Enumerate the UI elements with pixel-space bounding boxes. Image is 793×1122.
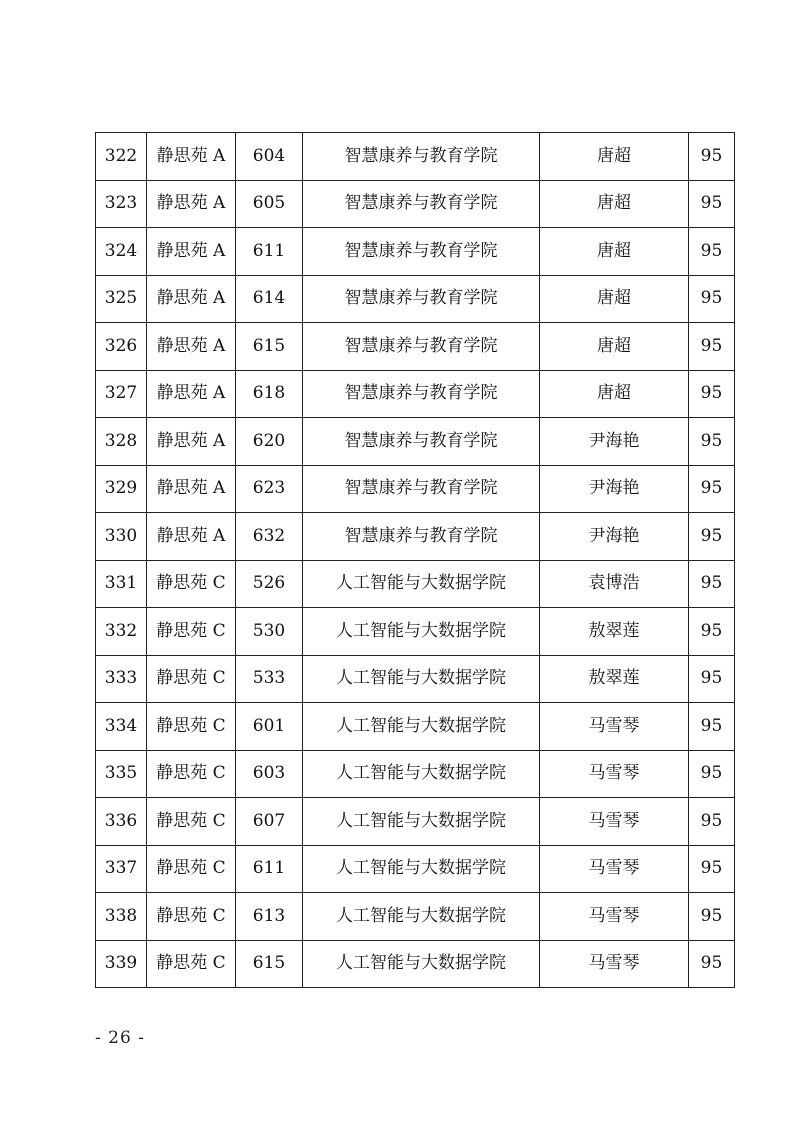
college-cell: 智慧康养与教育学院 (303, 180, 540, 228)
score-cell: 95 (689, 940, 735, 988)
counselor-cell: 马雪琴 (540, 703, 689, 751)
room-number-cell: 623 (236, 465, 303, 513)
room-number-cell: 615 (236, 323, 303, 371)
room-number-cell: 620 (236, 418, 303, 466)
table-row (96, 228, 735, 276)
counselor-cell: 唐超 (540, 323, 689, 371)
counselor-cell: 唐超 (540, 228, 689, 276)
building-cell: 静思苑 A (147, 180, 236, 228)
table-row (96, 465, 735, 513)
college-cell: 人工智能与大数据学院 (303, 655, 540, 703)
building-cell: 静思苑 A (147, 513, 236, 561)
counselor-cell: 敖翠莲 (540, 608, 689, 656)
room-number-cell: 611 (236, 228, 303, 276)
counselor-cell: 敖翠莲 (540, 655, 689, 703)
college-cell: 人工智能与大数据学院 (303, 845, 540, 893)
row-index-cell: 325 (96, 275, 147, 323)
score-cell: 95 (689, 133, 735, 181)
score-cell: 95 (689, 465, 735, 513)
page-number: - 26 - (95, 1028, 145, 1048)
room-number-cell: 530 (236, 608, 303, 656)
building-cell: 静思苑 C (147, 893, 236, 941)
table-row (96, 798, 735, 846)
row-index-cell: 326 (96, 323, 147, 371)
building-cell: 静思苑 A (147, 133, 236, 181)
score-cell: 95 (689, 560, 735, 608)
score-cell: 95 (689, 655, 735, 703)
dormitory-score-table (95, 132, 735, 988)
row-index-cell: 338 (96, 893, 147, 941)
room-number-cell: 611 (236, 845, 303, 893)
college-cell: 智慧康养与教育学院 (303, 275, 540, 323)
table-row (96, 940, 735, 988)
counselor-cell: 尹海艳 (540, 465, 689, 513)
counselor-cell: 唐超 (540, 133, 689, 181)
room-number-cell: 604 (236, 133, 303, 181)
room-number-cell: 614 (236, 275, 303, 323)
score-cell: 95 (689, 893, 735, 941)
building-cell: 静思苑 A (147, 418, 236, 466)
college-cell: 人工智能与大数据学院 (303, 703, 540, 751)
table-row (96, 845, 735, 893)
counselor-cell: 马雪琴 (540, 750, 689, 798)
room-number-cell: 533 (236, 655, 303, 703)
college-cell: 人工智能与大数据学院 (303, 940, 540, 988)
table-body (96, 133, 735, 988)
score-cell: 95 (689, 703, 735, 751)
building-cell: 静思苑 A (147, 275, 236, 323)
row-index-cell: 335 (96, 750, 147, 798)
row-index-cell: 330 (96, 513, 147, 561)
counselor-cell: 马雪琴 (540, 798, 689, 846)
building-cell: 静思苑 C (147, 940, 236, 988)
counselor-cell: 唐超 (540, 370, 689, 418)
row-index-cell: 331 (96, 560, 147, 608)
table-row (96, 750, 735, 798)
college-cell: 智慧康养与教育学院 (303, 323, 540, 371)
row-index-cell: 323 (96, 180, 147, 228)
table-row (96, 418, 735, 466)
table-row (96, 560, 735, 608)
college-cell: 人工智能与大数据学院 (303, 798, 540, 846)
college-cell: 智慧康养与教育学院 (303, 133, 540, 181)
row-index-cell: 329 (96, 465, 147, 513)
score-cell: 95 (689, 228, 735, 276)
building-cell: 静思苑 C (147, 798, 236, 846)
college-cell: 智慧康养与教育学院 (303, 513, 540, 561)
score-cell: 95 (689, 370, 735, 418)
score-cell: 95 (689, 275, 735, 323)
score-cell: 95 (689, 323, 735, 371)
score-cell: 95 (689, 513, 735, 561)
room-number-cell: 526 (236, 560, 303, 608)
college-cell: 人工智能与大数据学院 (303, 893, 540, 941)
counselor-cell: 唐超 (540, 275, 689, 323)
building-cell: 静思苑 A (147, 323, 236, 371)
room-number-cell: 607 (236, 798, 303, 846)
counselor-cell: 尹海艳 (540, 513, 689, 561)
score-cell: 95 (689, 798, 735, 846)
score-cell: 95 (689, 750, 735, 798)
row-index-cell: 324 (96, 228, 147, 276)
room-number-cell: 618 (236, 370, 303, 418)
row-index-cell: 332 (96, 608, 147, 656)
room-number-cell: 632 (236, 513, 303, 561)
room-number-cell: 605 (236, 180, 303, 228)
row-index-cell: 337 (96, 845, 147, 893)
building-cell: 静思苑 C (147, 750, 236, 798)
row-index-cell: 339 (96, 940, 147, 988)
college-cell: 人工智能与大数据学院 (303, 750, 540, 798)
score-cell: 95 (689, 608, 735, 656)
building-cell: 静思苑 C (147, 655, 236, 703)
row-index-cell: 333 (96, 655, 147, 703)
building-cell: 静思苑 C (147, 608, 236, 656)
room-number-cell: 615 (236, 940, 303, 988)
room-number-cell: 601 (236, 703, 303, 751)
row-index-cell: 334 (96, 703, 147, 751)
score-cell: 95 (689, 845, 735, 893)
college-cell: 智慧康养与教育学院 (303, 228, 540, 276)
score-cell: 95 (689, 418, 735, 466)
row-index-cell: 327 (96, 370, 147, 418)
room-number-cell: 603 (236, 750, 303, 798)
table-row (96, 323, 735, 371)
counselor-cell: 尹海艳 (540, 418, 689, 466)
table-row (96, 893, 735, 941)
college-cell: 智慧康养与教育学院 (303, 418, 540, 466)
college-cell: 智慧康养与教育学院 (303, 370, 540, 418)
table-row (96, 133, 735, 181)
row-index-cell: 336 (96, 798, 147, 846)
row-index-cell: 322 (96, 133, 147, 181)
counselor-cell: 马雪琴 (540, 940, 689, 988)
building-cell: 静思苑 A (147, 465, 236, 513)
table-row (96, 370, 735, 418)
college-cell: 人工智能与大数据学院 (303, 560, 540, 608)
table-row (96, 275, 735, 323)
building-cell: 静思苑 C (147, 560, 236, 608)
building-cell: 静思苑 C (147, 703, 236, 751)
building-cell: 静思苑 C (147, 845, 236, 893)
college-cell: 智慧康养与教育学院 (303, 465, 540, 513)
table-row (96, 703, 735, 751)
row-index-cell: 328 (96, 418, 147, 466)
table-row (96, 608, 735, 656)
counselor-cell: 唐超 (540, 180, 689, 228)
score-cell: 95 (689, 180, 735, 228)
table-row (96, 655, 735, 703)
room-number-cell: 613 (236, 893, 303, 941)
building-cell: 静思苑 A (147, 228, 236, 276)
building-cell: 静思苑 A (147, 370, 236, 418)
college-cell: 人工智能与大数据学院 (303, 608, 540, 656)
counselor-cell: 马雪琴 (540, 893, 689, 941)
table-row (96, 513, 735, 561)
counselor-cell: 袁博浩 (540, 560, 689, 608)
counselor-cell: 马雪琴 (540, 845, 689, 893)
table-row (96, 180, 735, 228)
